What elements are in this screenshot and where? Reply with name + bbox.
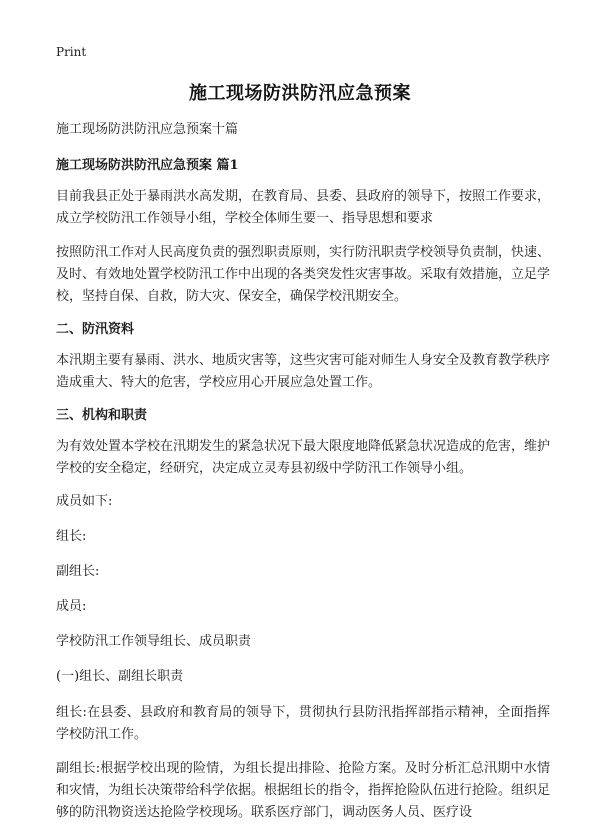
paragraph: 按照防汛工作对人民高度负责的强烈职责原则，实行防汛职责学校领导负责制，快速、及时、有效地处置学校防汛工作中出现的各类突发性灾害事故。采取有效措施，立足学校，坚持自保、自救，防大灾、保安全，确保学校汛期安全。 bbox=[56, 245, 551, 304]
section-heading-1: 施工现场防洪防汛应急预案 篇1 bbox=[56, 158, 239, 173]
text-line: 学校防汛工作领导组长、成员职责 bbox=[56, 634, 252, 649]
section-heading-3: 三、机构和职责 bbox=[56, 408, 148, 423]
document-body bbox=[56, 120, 550, 836]
page-title: 施工现场防洪防汛应急预案 bbox=[189, 83, 411, 104]
document-subtitle: 施工现场防洪防汛应急预案十篇 bbox=[56, 122, 239, 137]
text-line: 副组长: bbox=[56, 564, 100, 579]
paragraph: 本汛期主要有暴雨、洪水、地质灾害等，这些灾害可能对师生人身安全及教育教学秩序造成重大、特大的危害，学校应用心开展应急处置工作。 bbox=[56, 353, 551, 390]
paragraph: 为有效处置本学校在汛期发生的紧急状况下最大限度地降低紧急状况造成的危害，维护学校的安全稳定，经研究，决定成立灵寿县初级中学防汛工作领导小组。 bbox=[56, 439, 551, 476]
print-label[interactable]: Print bbox=[56, 45, 87, 59]
text-line: (一)组长、副组长职责 bbox=[56, 669, 184, 684]
text-line: 成员: bbox=[56, 599, 87, 614]
paragraph: 组长:在县委、县政府和教育局的领导下，贯彻执行县防汛指挥部指示精神，全面指挥学校防汛工作。 bbox=[56, 705, 550, 742]
paragraph: 目前我县正处于暴雨洪水高发期，在教育局、县委、县政府的领导下，按照工作要求，成立学校防汛工作领导小组，学校全体师生要一、指导思想和要求 bbox=[56, 189, 551, 226]
paragraph: 副组长:根据学校出现的险情，为组长提出排险、抢险方案。及时分析汇总汛期中水情和灾情，为组长决策带给科学依据。根据组长的指令，指挥抢险队伍进行抢险。组织足够的防汛物资送达抢险学校现场。联系医疗部门，调动医务人员、医疗设 bbox=[56, 761, 551, 820]
text-line: 成员如下: bbox=[56, 494, 113, 509]
text-line: 组长: bbox=[56, 529, 87, 544]
section-heading-2: 二、防汛资料 bbox=[56, 322, 135, 337]
